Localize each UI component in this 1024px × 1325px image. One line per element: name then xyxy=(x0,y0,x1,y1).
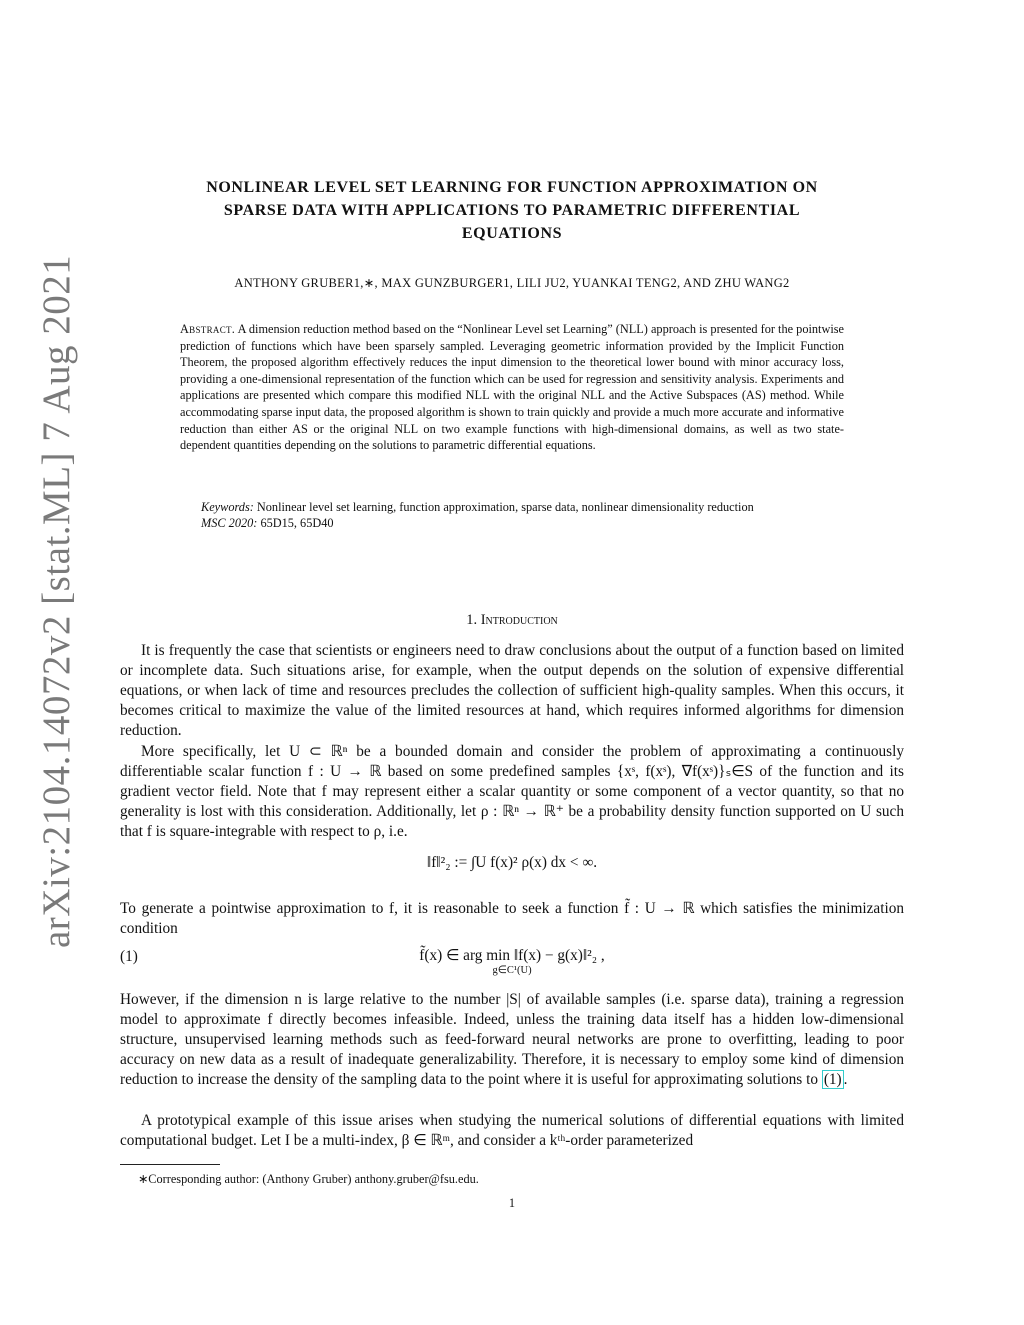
equation-1-label: (1) xyxy=(120,948,138,965)
paragraph-4-end: . xyxy=(843,1071,848,1088)
paragraph-3: To generate a pointwise approximation to f, it is reasonable to seek a function f̃ : U → ℝ which satisfies the minimization condition xyxy=(120,900,904,937)
keywords-label: Keywords: xyxy=(201,500,254,514)
keywords-line xyxy=(180,499,844,515)
abstract-label: Abstract. xyxy=(180,322,236,336)
section-number: 1. xyxy=(466,612,478,628)
title-line-3: EQUATIONS xyxy=(461,225,563,242)
abstract-text: A dimension reduction method based on the “Nonlinear Level set Learning” (NLL) approach is presented for the pointwise prediction of functions which have been sparsely sampled. Leveraging geometric information provided by the Implicit Function Theorem, the proposed algorithm effectively reduces the input dimension to the theoretical lower bound with minor accuracy loss, providing a one-dimensional representation of the function which can be used for regression and sensitivity analysis. Experiments and applications are presented which compare this modified NLL with the original NLL and the Active Subspaces (AS) method. While accommodating sparse input data, the proposed algorithm is shown to train quickly and provide a much more accurate and informative reduction than either AS or the original NLL on two example functions with high-dimensional domains, as well as two state-dependent quantities depending on the solutions to parametric differential equations. xyxy=(180,322,844,453)
equation-1-reference-link[interactable]: (1) xyxy=(823,1071,842,1088)
section-title: Introduction xyxy=(480,612,558,628)
author-list: ANTHONY GRUBER1,∗, MAX GUNZBURGER1, LILI JU2, YUANKAI TENG2, AND ZHU WANG2 xyxy=(234,276,790,290)
paper-title xyxy=(140,176,884,245)
equation-norm: ‖f‖²₂ := ∫U f(x)² ρ(x) dx < ∞. xyxy=(426,854,598,871)
msc-codes: 65D15, 65D40 xyxy=(260,516,334,531)
paragraph-4-text: However, if the dimension n is large relative to the number |S| of available samples (i.e. sparse data), training a regression model to approximate f directly becomes infeasible. Indeed, unless the training data itself has a hidden low-dimensional structure, unsupervised learning methods such as feed-forward neural networks are prone to overfitting, leading to poor accuracy on new data as a result of inadequate generalizability. Therefore, it is necessary to employ some kind of dimension reduction to increase the density of the sampling data to the point where it is useful for approximating solutions to xyxy=(120,991,904,1088)
paragraph-1: It is frequently the case that scientists or engineers need to draw conclusions about the output of a function based on limited or incomplete data. Such situations arise, for example, when the output depends on the solution of expensive differential equations, or when lack of time and resources precludes the collection of sufficient high-quality samples. When this occurs, it becomes critical to maximize the value of the limited resources at hand, which requires informed algorithms for dimension reduction. xyxy=(120,642,904,739)
abstract xyxy=(180,321,844,454)
page-number: 1 xyxy=(508,1196,516,1210)
msc-line xyxy=(180,515,844,531)
equation-1-subscript: g∈C¹(U) xyxy=(492,965,532,976)
keywords-text: Nonlinear level set learning, function approximation, sparse data, nonlinear dimensionality reduction xyxy=(256,500,754,514)
title-line-1: NONLINEAR LEVEL SET LEARNING FOR FUNCTION APPROXIMATION ON xyxy=(206,179,818,196)
paragraph-5: A prototypical example of this issue arises when studying the numerical solutions of differential equations with limited computational budget. Let I be a multi-index, β ∈ ℝᵐ, and consider a kᵗʰ-order parameterized xyxy=(120,1112,904,1149)
arxiv-identifier[interactable]: arXiv:2104.14072v2 [stat.ML] 7 Aug 2021 xyxy=(35,254,78,948)
paragraph-2: More specifically, let U ⊂ ℝⁿ be a bounded domain and consider the problem of approximating a continuously differentiable scalar function f : U → ℝ based on some predefined samples {xˢ, f(xˢ), ∇f(xˢ)}ₛ∈S of the function and its gradient vector field. Note that f may represent either a scalar quantity or some component of a vector quantity, so that no generality is lost with this consideration. Additionally, let ρ : ℝⁿ → ℝ⁺ be a probability density function supported on U such that f is square-integrable with respect to ρ, i.e. xyxy=(120,743,904,840)
section-heading xyxy=(120,612,904,629)
footnote: ∗Corresponding author: (Anthony Gruber) anthony.gruber@fsu.edu. xyxy=(138,1172,479,1186)
msc-label: MSC 2020: xyxy=(201,516,258,531)
equation-1-main: f̃(x) ∈ arg min ‖f(x) − g(x)‖²₂ , xyxy=(419,947,605,964)
equation-1 xyxy=(120,946,904,976)
title-line-2: SPARSE DATA WITH APPLICATIONS TO PARAMETRIC DIFFERENTIAL xyxy=(223,202,801,219)
keywords-block xyxy=(180,499,844,532)
paragraph-4 xyxy=(120,990,904,1090)
footnote-rule xyxy=(120,1164,220,1165)
